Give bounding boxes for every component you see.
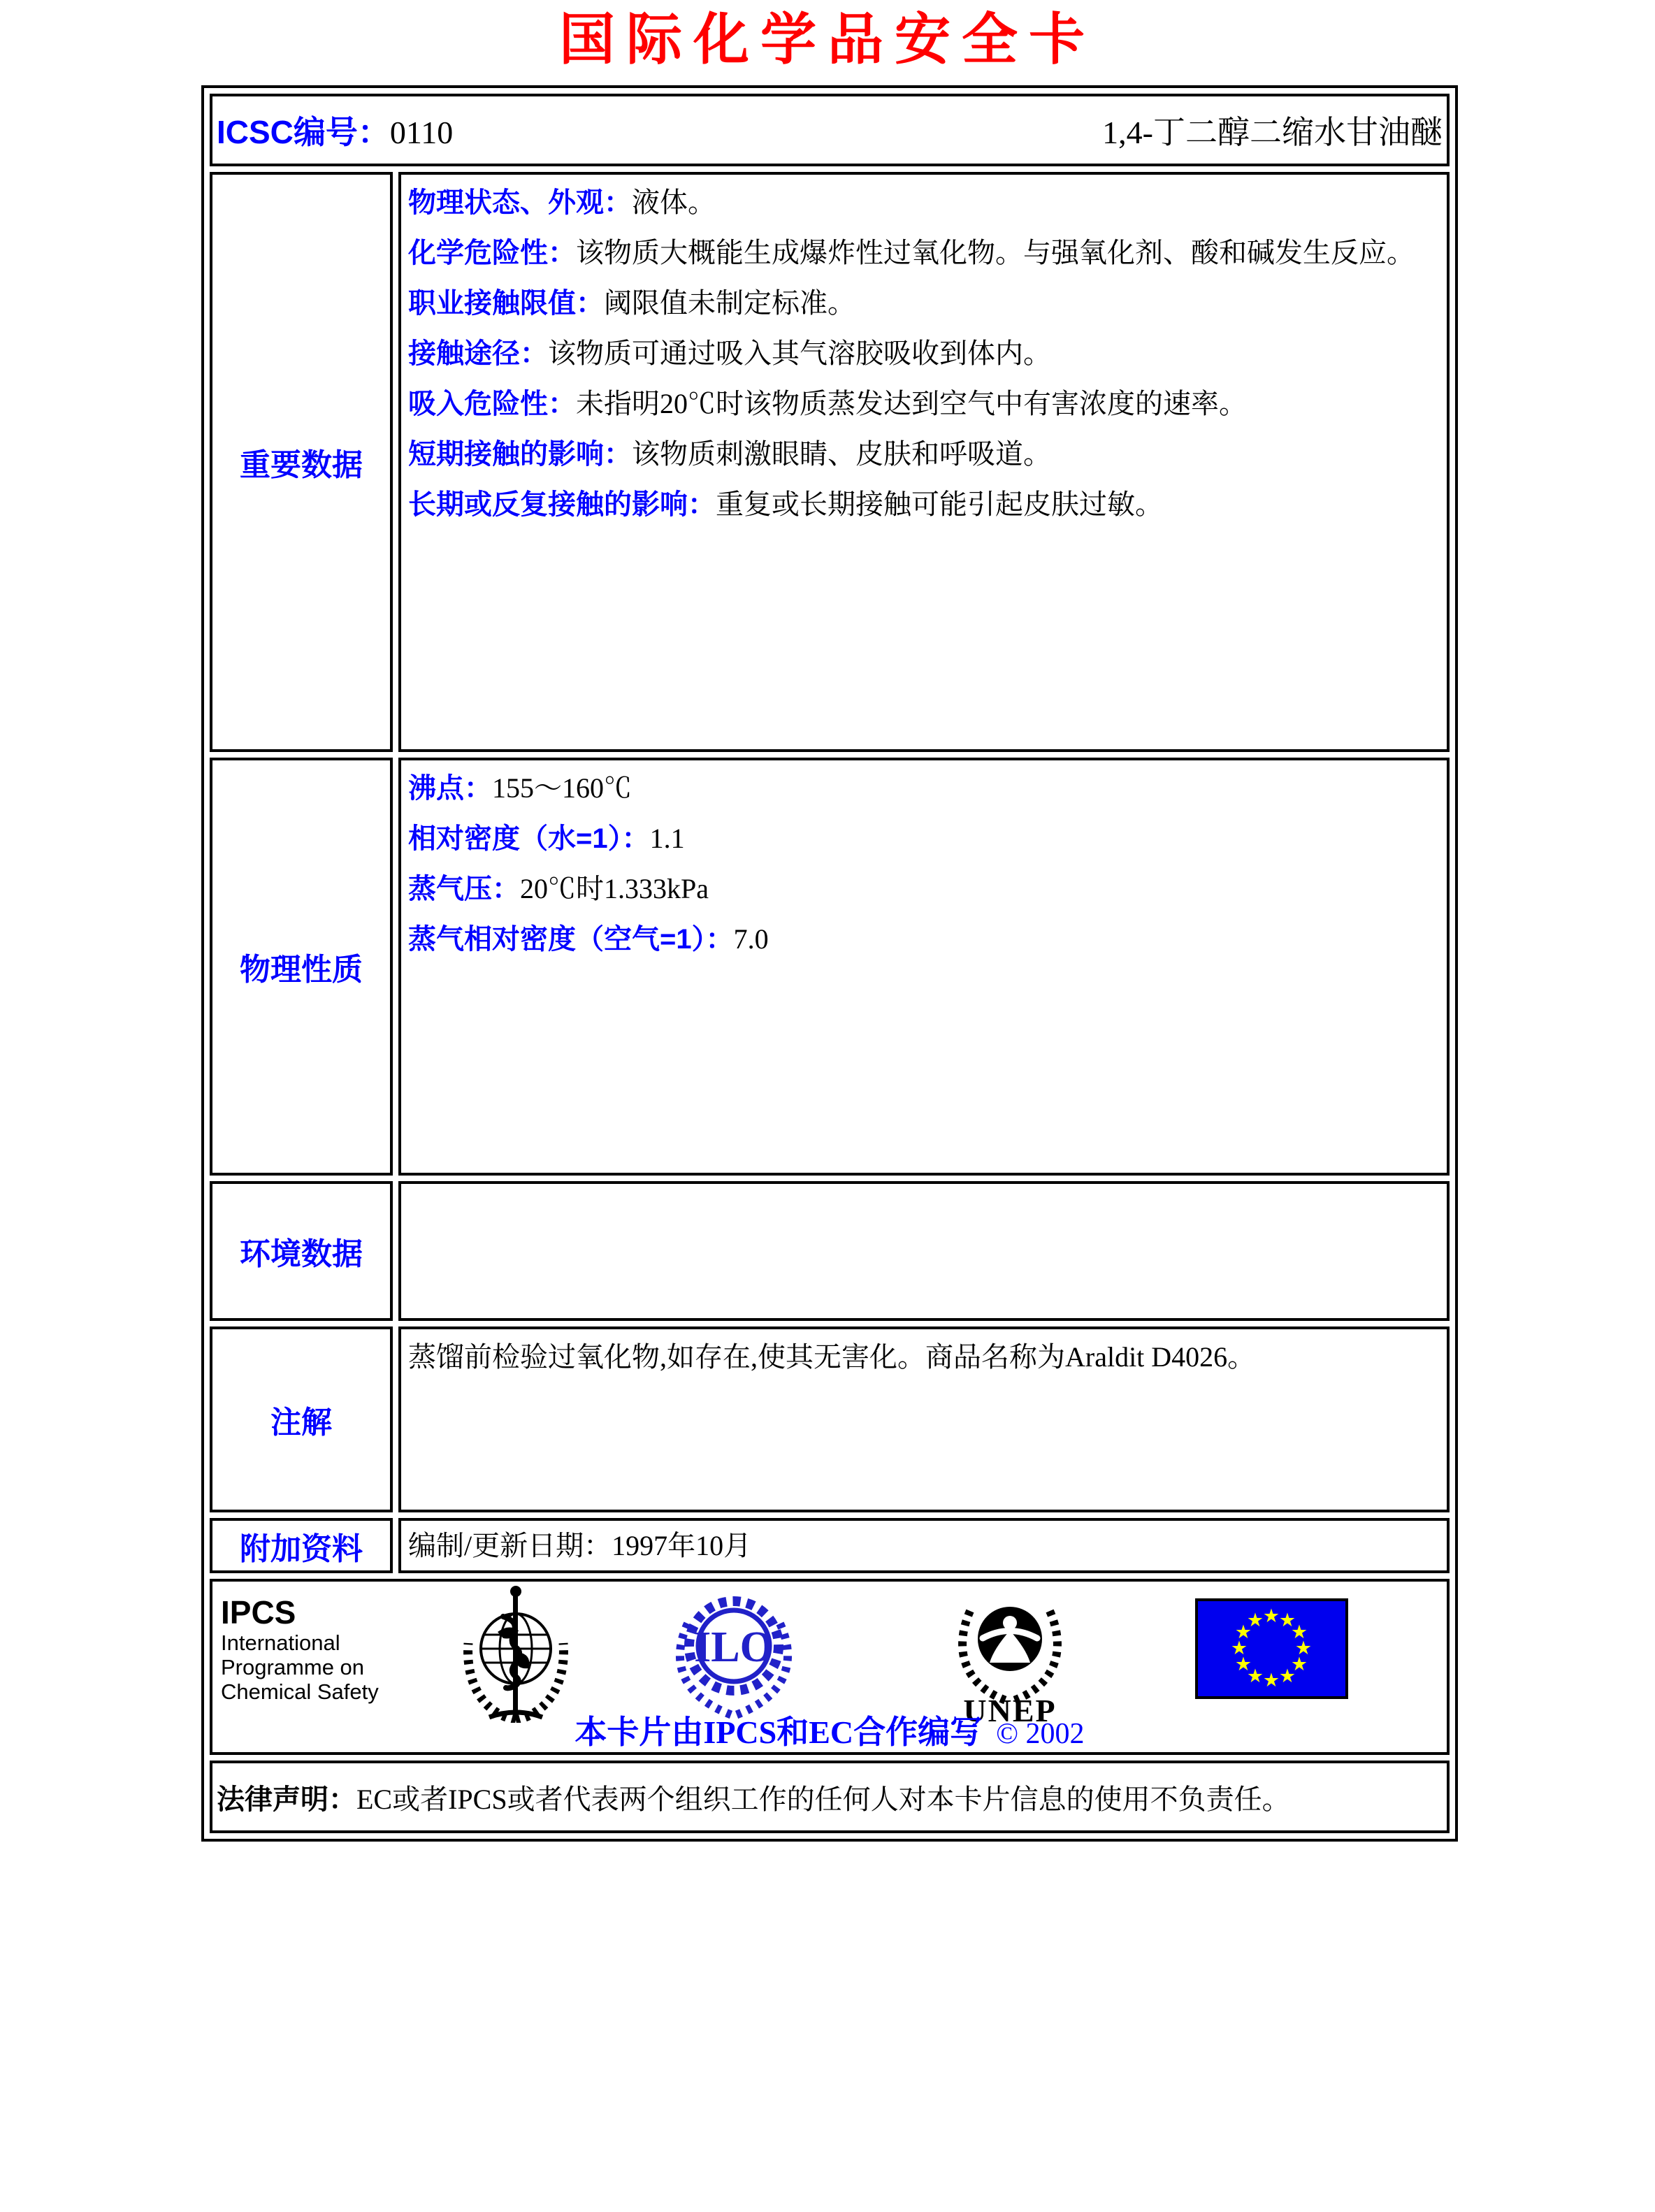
svg-text:★: ★ [1278,1665,1296,1687]
important-data-item: 吸入危险性：未指明20℃时该物质蒸发达到空气中有害浓度的速率。 [408,388,1247,419]
cooperation-note: 本卡片由IPCS和EC合作编写 [574,1714,983,1750]
important-data-item: 职业接触限值：阈限值未制定标准。 [408,287,855,319]
legal-row [210,1761,1450,1833]
svg-text:★: ★ [1278,1610,1296,1631]
icsc-number-label: ICSC编号： [217,114,390,150]
svg-text:★: ★ [1234,1621,1252,1643]
unep-emblem-icon [951,1584,1069,1724]
svg-text:★: ★ [1246,1665,1264,1687]
update-date-value: 1997年10月 [612,1530,752,1561]
svg-text:★: ★ [1290,1654,1308,1675]
physical-properties-content [398,758,1450,1176]
legal-label: 法律声明： [217,1784,356,1815]
ipcs-text-block: IPCS International Programme on Chemical Safety [221,1594,379,1704]
ilo-emblem-icon [667,1586,801,1726]
logos-row [210,1579,1450,1755]
copyright-note: © 2002 [996,1718,1085,1750]
chemical-name: 1,4-丁二醇二缩水甘油醚 [1102,115,1443,150]
important-data-item: 长期或反复接触的影响：重复或长期接触可能引起皮肤过敏。 [408,489,1163,520]
icsc-table [201,85,1458,1842]
legal-text: EC或者IPCS或者代表两个组织工作的任何人对本卡片信息的使用不负责任。 [356,1783,1290,1815]
additional-info-content [398,1518,1450,1573]
svg-text:★: ★ [1234,1654,1252,1675]
page-title: 国际化学品安全卡 [559,10,1096,71]
section-label-additional-info: 附加资料 [210,1518,393,1573]
section-label-physical-properties: 物理性质 [210,758,393,1176]
header-row [210,94,1450,166]
icsc-number-value: 0110 [389,115,454,150]
svg-text:★: ★ [1230,1638,1248,1659]
important-data-item: 化学危险性：该物质大概能生成爆炸性过氧化物。与强氧化剂、酸和碱发生反应。 [408,237,1415,268]
svg-text:★: ★ [1262,1605,1280,1627]
important-data-content [398,172,1450,752]
svg-text:★: ★ [1290,1621,1308,1643]
environmental-data-content [398,1181,1450,1321]
svg-text:UNEP: UNEP [963,1693,1057,1724]
footer-caption [212,1714,1447,1752]
svg-text:★: ★ [1262,1670,1280,1691]
section-label-environmental-data: 环境数据 [210,1181,393,1321]
notes-text: 蒸馏前检验过氧化物,如存在,使其无害化。商品名称为Araldit D4026。 [408,1341,1256,1373]
update-date-label: 编制/更新日期： [408,1530,612,1561]
svg-text:★: ★ [1246,1610,1264,1631]
physical-property-item: 相对密度（水=1）：1.1 [408,823,685,854]
svg-text:★: ★ [1294,1638,1313,1659]
important-data-item: 短期接触的影响：该物质刺激眼睛、皮肤和呼吸道。 [408,438,1051,470]
physical-property-item: 沸点：155～160℃ [408,772,632,804]
physical-property-item: 蒸气压：20℃时1.333kPa [408,873,709,904]
ipcs-acronym: IPCS [221,1594,296,1631]
section-label-notes: 注解 [210,1327,393,1512]
svg-text:ILO: ILO [694,1624,774,1671]
eu-flag-icon [1195,1598,1348,1699]
physical-property-item: 蒸气相对密度（空气=1）：7.0 [408,923,769,955]
important-data-item: 接触途径：该物质可通过吸入其气溶胶吸收到体内。 [408,338,1051,369]
who-emblem-icon [458,1584,573,1723]
notes-content [398,1327,1450,1512]
important-data-item: 物理状态、外观：液体。 [408,187,716,218]
icsc-number-group [217,107,453,153]
section-label-important-data: 重要数据 [210,172,393,752]
